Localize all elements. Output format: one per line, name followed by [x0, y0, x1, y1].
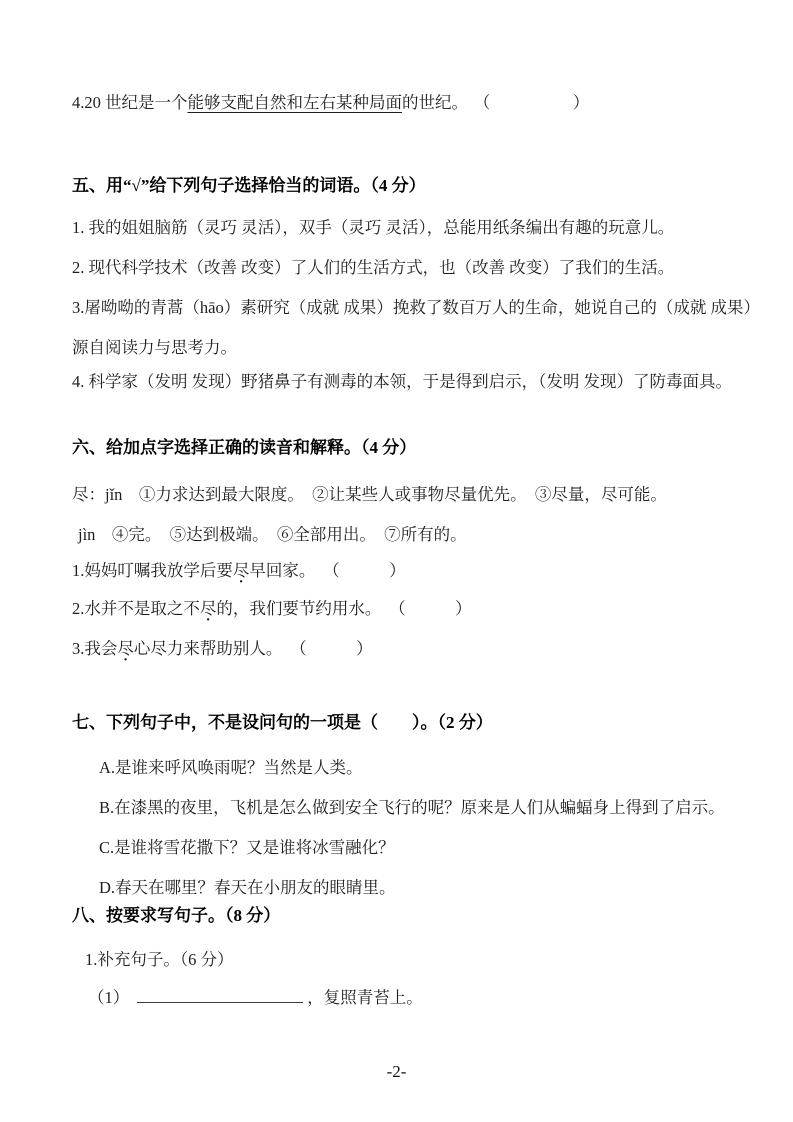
question-4-underlined-phrase: 能够支配自然和左右某种局面 [187, 93, 402, 112]
dotted-character: 尽 [232, 561, 250, 580]
section-7-option-c: C.是谁将雪花撒下？又是谁将冰雪融化？ [99, 838, 395, 857]
section-5-item-4: 4. 科学家（发明 发现）野猪鼻子有测毒的本领，于是得到启示，（发明 发现）了防毒面具。 [72, 372, 732, 391]
section-6-item-3 [72, 629, 767, 669]
section-7-option-b: B.在漆黑的夜里，飞机是怎么做到安全飞行的呢？原来是人们从蝙蝠身上得到了启示。 [99, 798, 725, 817]
item-text-post: 的，我们要节约用水。 [216, 599, 382, 618]
section-8-title: 八、按要求写句子。（8 分） [72, 906, 281, 925]
section-7-title: 七、下列句子中，不是设问句的一项是（ ）。（2 分） [72, 713, 493, 732]
section-6-title: 六、给加点字选择正确的读音和解释。（4 分） [72, 438, 417, 457]
answer-blank: （ ） [331, 561, 406, 580]
section-6-item-2 [72, 589, 767, 629]
section-5-title: 五、用“√”给下列句子选择恰当的词语。（4 分） [72, 176, 426, 195]
fill-in-blank-line [137, 986, 303, 1004]
question-4-line [72, 83, 767, 123]
question-4-suffix: 的世纪。 [402, 93, 468, 112]
section-7-option-a: A.是谁来呼风唤雨呢？当然是人类。 [99, 758, 363, 777]
item-text-post: 心尽力来帮助别人。 [133, 639, 283, 658]
section-8-subtask-1: 1.补充句子。（6 分） [85, 950, 234, 969]
dotted-character: 尽 [199, 599, 217, 618]
section-5-item-1: 1. 我的姐姐脑筋（灵巧 灵活），双手（灵巧 灵活），总能用纸条编出有趣的玩意儿。 [72, 218, 675, 237]
item-text-post: 早回家。 [249, 561, 316, 580]
item-text-pre: 3.我会 [72, 639, 118, 658]
fill-item-number: （1） [88, 988, 130, 1007]
answer-blank: （ ） [298, 639, 373, 658]
answer-blank: （ ） [397, 599, 472, 618]
page-footer [0, 1052, 793, 1092]
item-text-pre: 2.水并不是取之不 [72, 599, 200, 618]
section-5-item-2: 2. 现代科学技术（改善 改变）了人们的生活方式，也（改善 改变）了我们的生活。 [72, 258, 675, 277]
section-7-option-d: D.春天在哪里？春天在小朋友的眼睛里。 [99, 878, 396, 897]
question-4-prefix: 4.20 世纪是一个 [72, 93, 188, 112]
pronunciation-line-jin3: 尽：jǐn ①力求达到最大限度。 ②让某些人或事物尽量优先。 ③尽量，尽可能。 [72, 485, 667, 504]
answer-blank: （ ） [482, 93, 590, 112]
dotted-character: 尽 [117, 639, 134, 658]
fill-item-suffix: ，复照青苔上。 [307, 988, 423, 1007]
item-text-pre: 1.妈妈叮嘱我放学后要 [72, 561, 233, 580]
page-number: -2- [386, 1062, 407, 1081]
section-5-item-3: 3.屠呦呦的青蒿（hāo）素研究（成就 成果）挽救了数百万人的生命，她说自己的（成就 成果）源自阅读力与思考力。 [72, 298, 760, 357]
pronunciation-line-jin4: jìn ④完。 ⑤达到极端。 ⑥全部用出。 ⑦所有的。 [78, 525, 467, 544]
section-6-item-1 [72, 551, 767, 591]
section-8-fill-item-1 [72, 978, 767, 1018]
